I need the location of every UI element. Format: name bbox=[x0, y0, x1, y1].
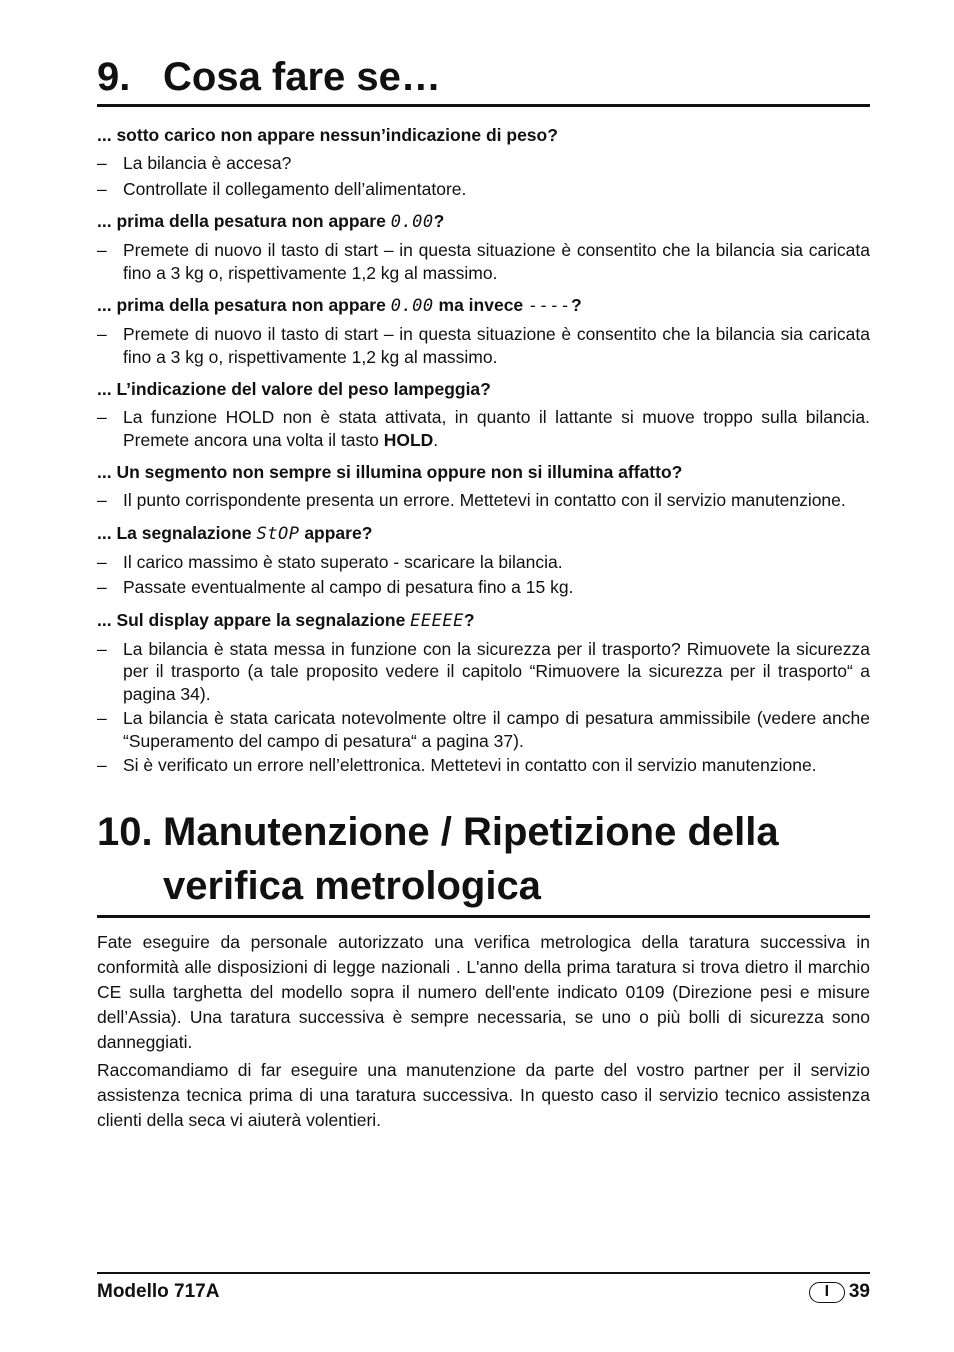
faq-answer: – La funzione HOLD non è stata attivata, in quanto il lattante si muove troppo sulla bilancia. Premete ancora una volta il tasto HOLD. bbox=[97, 406, 870, 451]
faq-question: ... prima della pesatura non appare 0.00? bbox=[97, 211, 445, 232]
faq-question: ... Un segmento non sempre si illumina oppure non si illumina affatto? bbox=[97, 462, 683, 482]
heading-rule bbox=[97, 104, 870, 107]
faq-answer: – Il carico massimo è stato superato - scaricare la bilancia. bbox=[97, 551, 870, 574]
faq-question: ... sotto carico non appare nessun’indicazione di peso? bbox=[97, 125, 558, 145]
footer-rule bbox=[97, 1272, 870, 1274]
faq-answer: – La bilancia è accesa? bbox=[97, 152, 870, 175]
faq-item bbox=[97, 124, 870, 200]
faq-question: ... Sul display appare la segnalazione EEEEE? bbox=[97, 609, 475, 631]
body-paragraph: Fate eseguire da personale autorizzato una verifica metrologica della taratura successiva in conformità alle disposizioni di legge nazionali . L'anno della prima taratura si trova dietro il marchio CE sulla targhetta del modello sopra il numero dell'ente indicato 0109 (Direzione pesi e misure dell’Assia). Una taratura successiva è sempre necessaria, se uno o più bolli di sicurezza sono danneggiati. bbox=[97, 931, 870, 1052]
section-title: Cosa fare se… bbox=[163, 55, 441, 99]
section-title: Manutenzione / Ripetizione della verifica metrologica bbox=[163, 809, 779, 908]
lcd-display-text: StOP bbox=[256, 523, 300, 544]
lcd-display-text: 0.00 bbox=[390, 212, 434, 232]
faq-answer: – Controllate il collegamento dell’alimentatore. bbox=[97, 178, 870, 201]
faq-item bbox=[97, 210, 870, 284]
page-number: 39 bbox=[848, 1281, 870, 1302]
body-paragraph: Raccomandiamo di far eseguire una manutenzione da parte del vostro partner per il servizio assistenza tecnica prima di una taratura successiva. In questo caso il servizio tecnico assistenza clienti della seca vi aiuterà volentieri. bbox=[97, 1059, 870, 1130]
lcd-display-text: 0.00 bbox=[390, 296, 434, 316]
faq-item bbox=[97, 522, 870, 599]
faq-item bbox=[97, 461, 870, 512]
section-9-heading bbox=[97, 50, 870, 104]
faq-answer: – Il punto corrispondente presenta un errore. Mettetevi in contatto con il servizio manutenzione. bbox=[97, 489, 870, 512]
faq-answer: – Premete di nuovo il tasto di start – in questa situazione è consentito che la bilancia sia caricata fino a 3 kg o, rispettivamente 1,2 kg al massimo. bbox=[97, 239, 870, 284]
section-number: 10. bbox=[97, 809, 153, 854]
page-footer bbox=[97, 1272, 870, 1303]
faq-answer: – Si è verificato un errore nell’elettronica. Mettetevi in contatto con il servizio manutenzione. bbox=[97, 754, 870, 777]
model-name: Modello 717A bbox=[97, 1281, 220, 1302]
lcd-display-text: ---- bbox=[528, 296, 571, 316]
heading-rule bbox=[97, 915, 870, 918]
key-name: HOLD bbox=[383, 429, 434, 450]
faq-answer: – Passate eventualmente al campo di pesatura fino a 15 kg. bbox=[97, 576, 870, 599]
section-number: 9. bbox=[97, 55, 131, 99]
faq-answer: – La bilancia è stata messa in funzione con la sicurezza per il trasporto? Rimuovete la sicurezza per il trasporto (a tale proposito vedere il capitolo “Rimuovere la sicurezza per il trasporto“ a pagina 34). bbox=[97, 638, 870, 706]
faq-question: ... prima della pesatura non appare 0.00 ma invece ----? bbox=[97, 295, 582, 316]
faq-item bbox=[97, 378, 870, 451]
page-content bbox=[97, 50, 870, 1133]
faq-question: ... L’indicazione del valore del peso lampeggia? bbox=[97, 379, 491, 399]
section-10-heading bbox=[97, 805, 870, 913]
page-number-group bbox=[809, 1281, 870, 1303]
faq-answer: – Premete di nuovo il tasto di start – in questa situazione è consentito che la bilancia sia caricata fino a 3 kg o, rispettivamente 1,2 kg al massimo. bbox=[97, 323, 870, 368]
faq-item bbox=[97, 609, 870, 777]
lcd-display-text: EEEEE bbox=[410, 610, 464, 631]
faq-question: ... La segnalazione StOP appare? bbox=[97, 522, 373, 544]
faq-answer: – La bilancia è stata caricata notevolmente oltre il campo di pesatura ammissibile (vedere anche “Superamento del campo di pesatura“ a pagina 37). bbox=[97, 707, 870, 752]
faq-item bbox=[97, 294, 870, 368]
language-badge: I bbox=[809, 1282, 845, 1303]
